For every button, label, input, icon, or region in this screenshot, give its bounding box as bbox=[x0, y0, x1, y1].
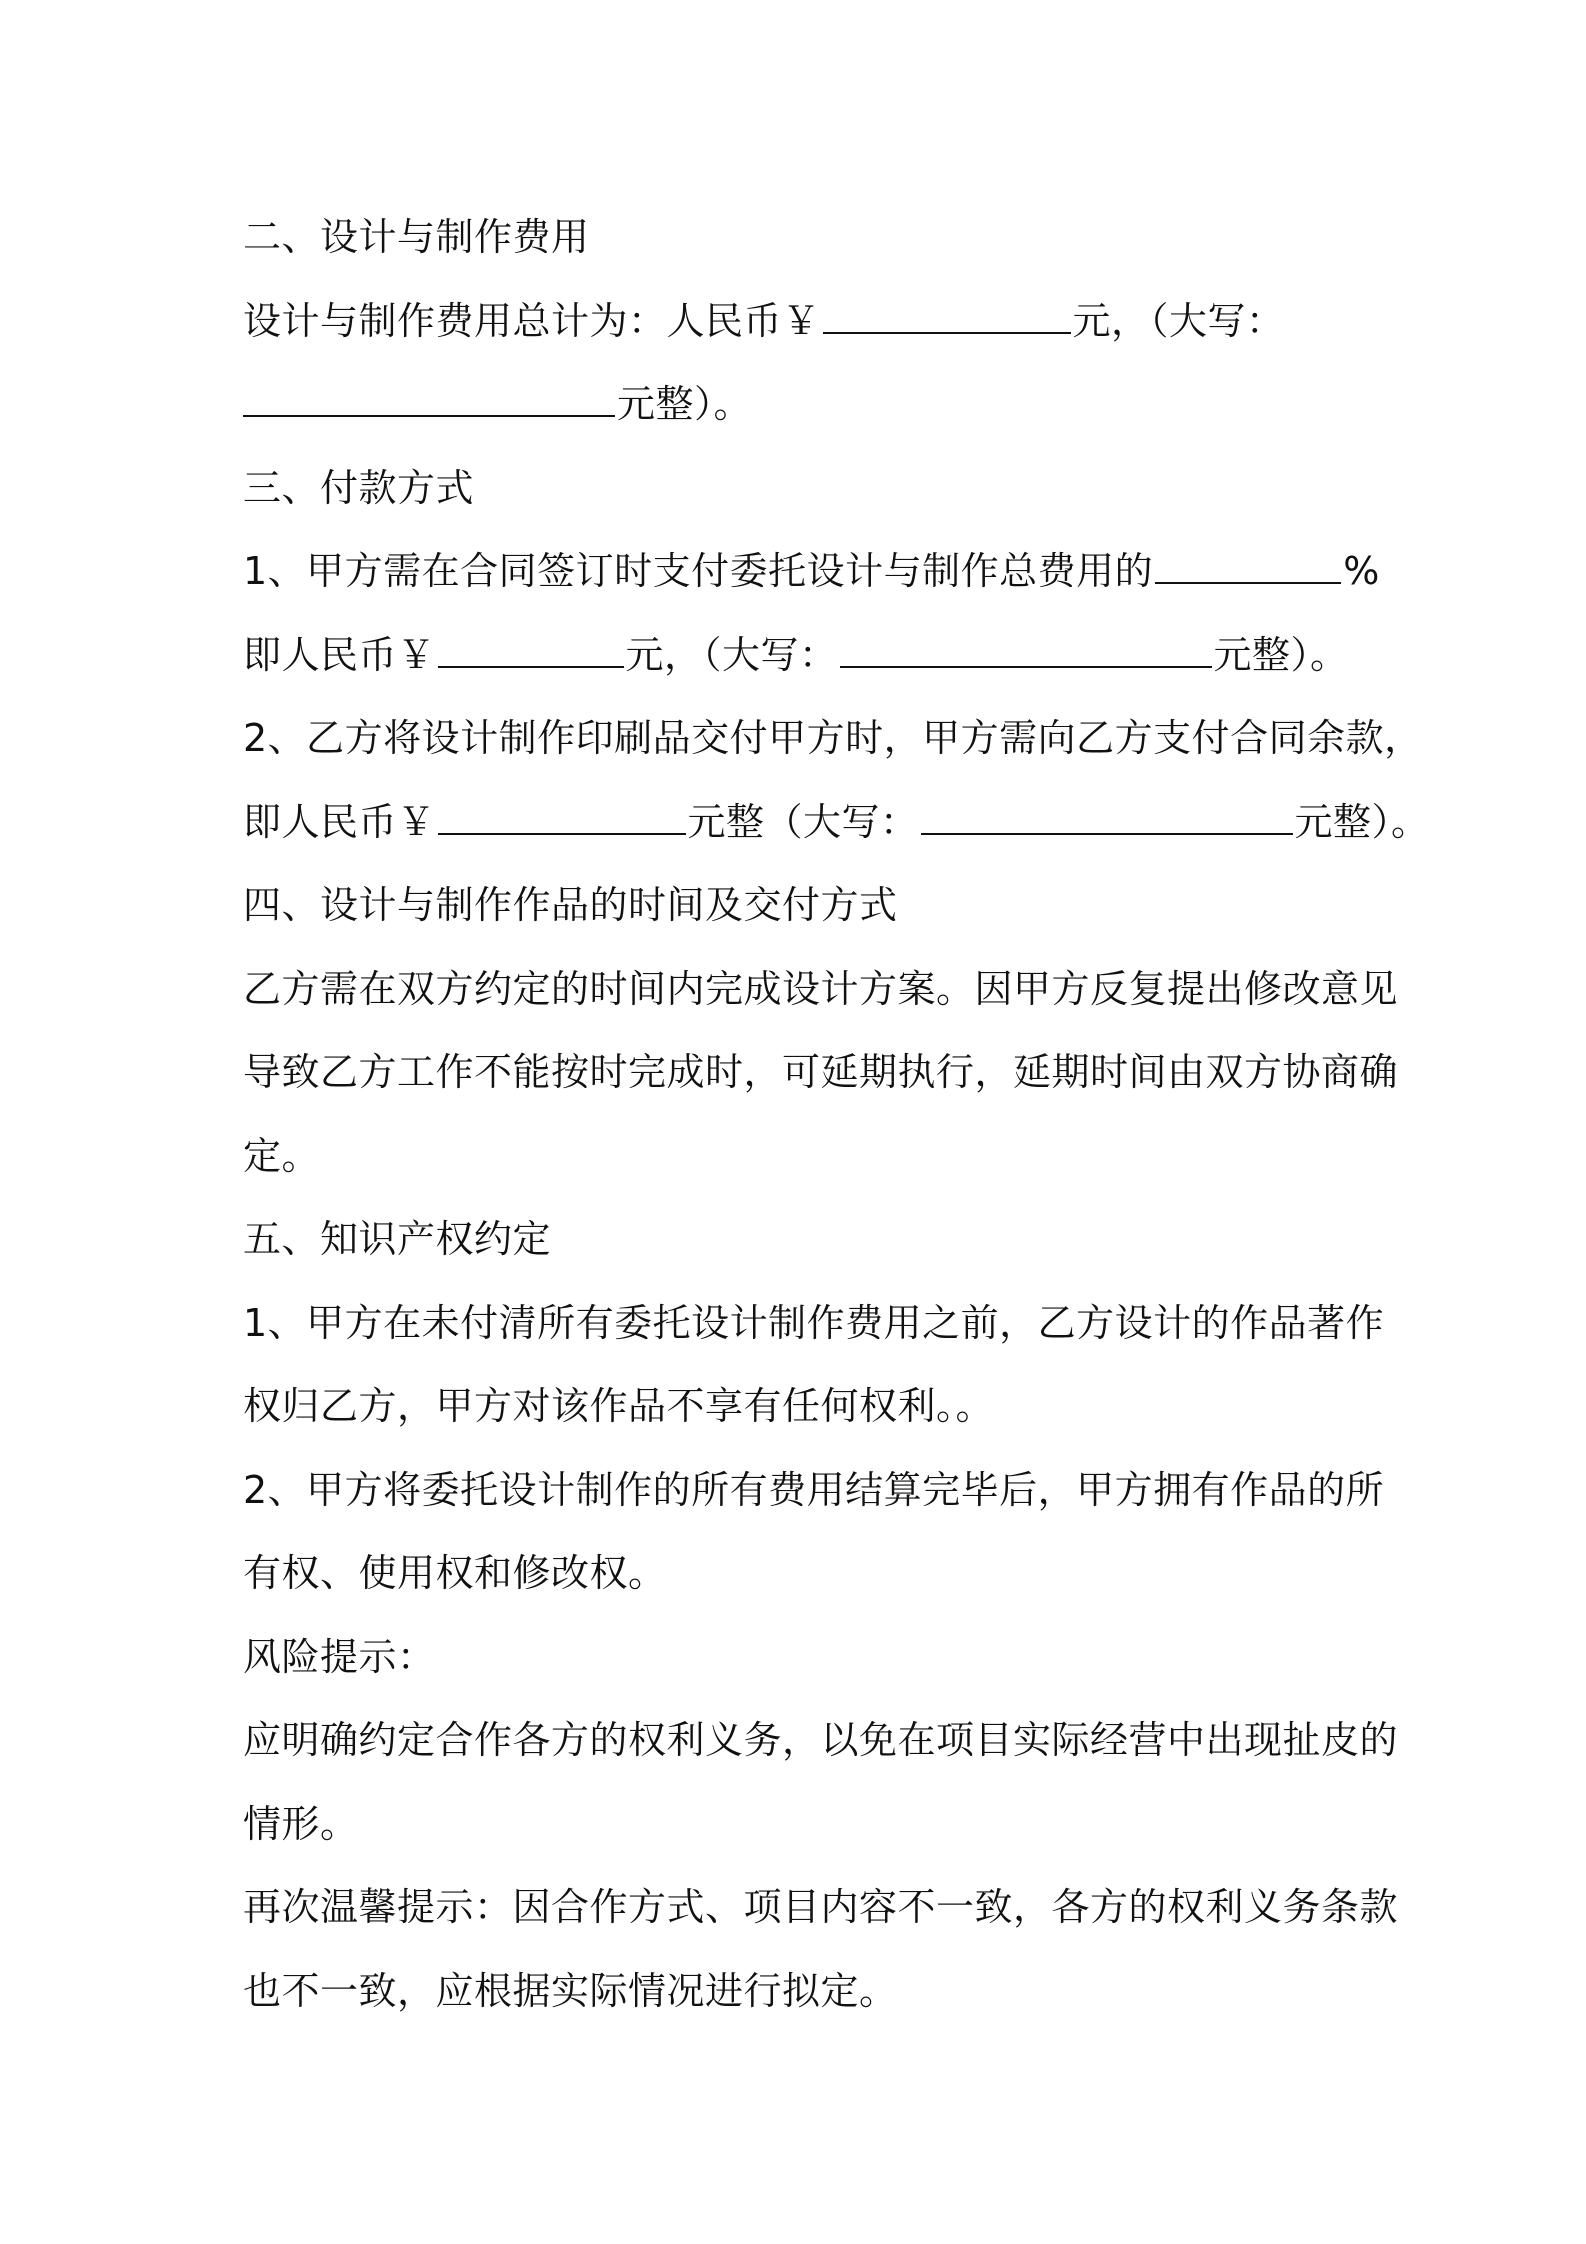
fees-total-mid: 元，（大写： bbox=[1072, 298, 1285, 343]
section-heading-payment: 三、付款方式 bbox=[243, 465, 475, 510]
payment-item2-line2 bbox=[243, 781, 1430, 865]
ip-item2-line2: 有权、使用权和修改权。 bbox=[243, 1551, 667, 1595]
fees-amount-blank bbox=[823, 302, 1071, 334]
payment-item1-percent: % bbox=[1343, 549, 1380, 593]
payment-item1-end: 元整）。 bbox=[1213, 632, 1349, 677]
ip-item2-line1: 2、甲方将委托设计制作的所有费用结算完毕后，甲方拥有作品的所 bbox=[243, 1467, 1385, 1512]
section-heading-delivery: 四、设计与制作作品的时间及交付方式 bbox=[243, 883, 898, 927]
fees-words-line bbox=[243, 363, 1393, 447]
section-heading-fees: 二、设计与制作费用 bbox=[243, 215, 590, 259]
delivery-body-line1: 乙方需在双方约定的时间内完成设计方案。因甲方反复提出修改意见 bbox=[243, 966, 1399, 1011]
payment-item1-rmb-prefix: 即人民币￥ bbox=[243, 632, 436, 677]
reminder-line1: 再次温馨提示：因合作方式、项目内容不一致，各方的权利义务条款 bbox=[243, 1885, 1399, 1929]
fees-total-end: 元整）。 bbox=[617, 382, 753, 426]
payment-item2-words-blank bbox=[921, 803, 1293, 835]
reminder-line2: 也不一致，应根据实际情况进行拟定。 bbox=[243, 1968, 898, 2013]
payment-item1-words-blank bbox=[840, 636, 1212, 668]
payment-item1-line1 bbox=[243, 530, 1393, 614]
payment-item1-prefix: 1、甲方需在合同签订时支付委托设计与制作总费用的 bbox=[243, 549, 1154, 593]
fees-words-blank bbox=[243, 385, 615, 417]
payment-percent-blank bbox=[1155, 552, 1341, 584]
payment-item2-rmb-prefix: 即人民币￥ bbox=[243, 799, 436, 844]
risk-line1: 应明确约定合作各方的权利义务，以免在项目实际经营中出现扯皮的 bbox=[243, 1718, 1399, 1762]
payment-item1-mid: 元，（大写： bbox=[625, 632, 838, 677]
delivery-body-line2: 导致乙方工作不能按时完成时，可延期执行，延期时间由双方协商确 bbox=[243, 1050, 1399, 1094]
ip-item1-line1: 1、甲方在未付清所有委托设计制作费用之前，乙方设计的作品著作 bbox=[243, 1300, 1385, 1345]
contract-page bbox=[243, 196, 1430, 2033]
payment-item2-mid: 元整（大写： bbox=[687, 799, 919, 844]
ip-item1-line2: 权归乙方，甲方对该作品不享有任何权利。。 bbox=[243, 1384, 995, 1428]
risk-heading: 风险提示： bbox=[243, 1634, 436, 1679]
risk-line2: 情形。 bbox=[243, 1801, 359, 1846]
fees-total-prefix: 设计与制作费用总计为：人民币￥ bbox=[243, 298, 821, 343]
section-heading-ip: 五、知识产权约定 bbox=[243, 1217, 552, 1261]
fees-total-line bbox=[243, 280, 1393, 364]
payment-item1-line2 bbox=[243, 614, 1393, 698]
payment-item1-amount-blank bbox=[438, 636, 624, 668]
delivery-body-line3: 定。 bbox=[243, 1133, 321, 1178]
payment-item2-end: 元整）。 bbox=[1294, 799, 1430, 844]
payment-item2-line1: 2、乙方将设计制作印刷品交付甲方时，甲方需向乙方支付合同余款， bbox=[243, 716, 1423, 760]
payment-item2-amount-blank bbox=[438, 803, 686, 835]
